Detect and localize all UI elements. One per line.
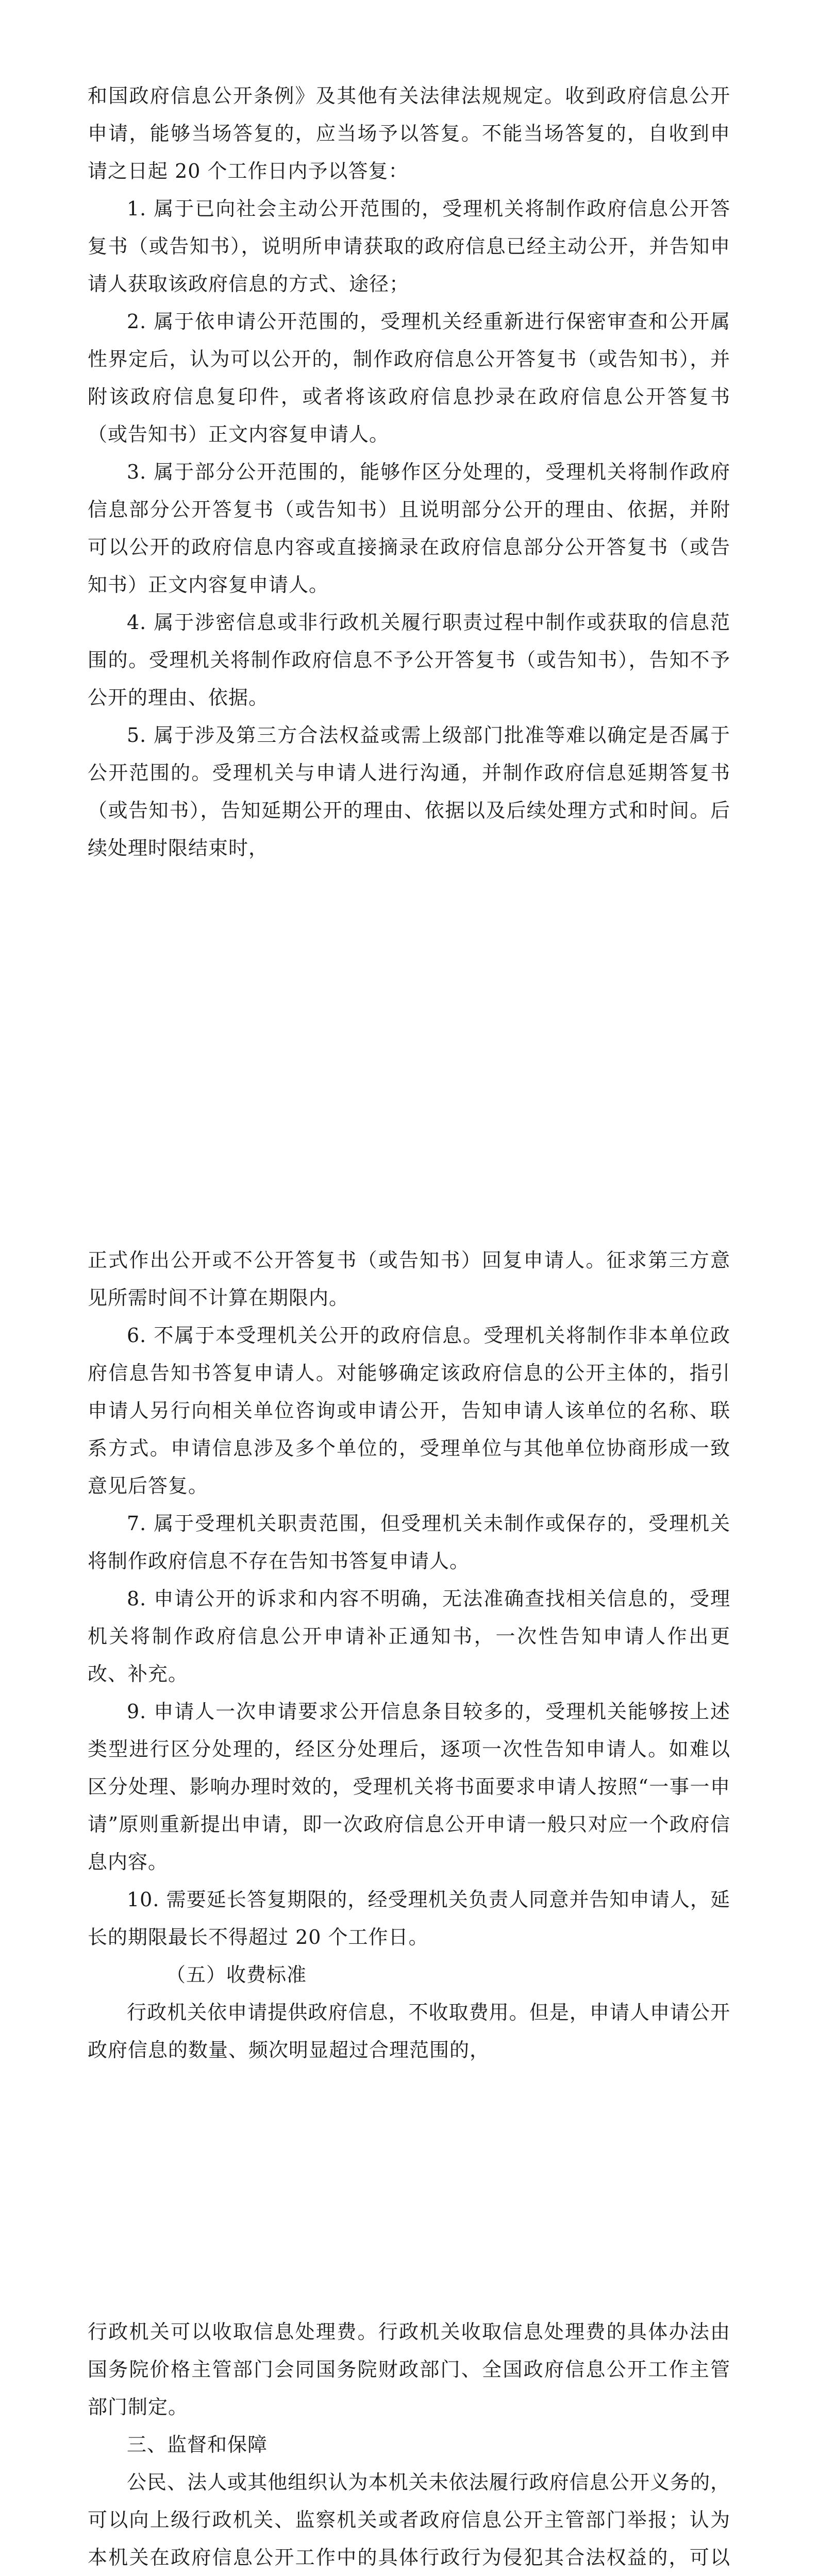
fee-continued-paragraph: 行政机关可以收取信息处理费。行政机关收取信息处理费的具体办法由国务院价格主管部门会同国务院财政部门、全国政府信息公开工作主管部门制定。 [88, 2320, 730, 2418]
supervision-paragraph: 公民、法人或其他组织认为本机关未依法履行政府信息公开义务的，可以向上级行政机关、监察机关或者政府信息公开主管部门举报；认为本机关在政府信息公开工作中的具体行政行为侵犯其合法权益的，可以 [88, 2471, 730, 2569]
continued-paragraph: 正式作出公开或不公开答复书（或告知书）回复申请人。征求第三方意见所需时间不计算在期限内。 [88, 1249, 730, 1309]
item-3-paragraph: 3. 属于部分公开范围的，能够作区分处理的，受理机关将制作政府信息部分公开答复书（或告知书）且说明部分公开的理由、依据，并附可以公开的政府信息内容或直接摘录在政府信息部分公开答复书（或告知书）正文内容复申请人。 [88, 461, 730, 596]
item-6-paragraph: 6. 不属于本受理机关公开的政府信息。受理机关将制作非本单位政府信息告知书答复申请人。对能够确定该政府信息的公开主体的，指引申请人另行向相关单位咨询或申请公开，告知申请人该单位的名称、联系方式。申请信息涉及多个单位的，受理单位与其他单位协商形成一致意见后答复。 [88, 1324, 730, 1497]
document-section-3 [88, 2313, 730, 2576]
item-8-paragraph: 8. 申请公开的诉求和内容不明确，无法准确查找相关信息的，受理机关将制作政府信息公开申请补正通知书，一次性告知申请人作出更改、补充。 [88, 1587, 730, 1685]
item-4-paragraph: 4. 属于涉密信息或非行政机关履行职责过程中制作或获取的信息范围的。受理机关将制作政府信息不予公开答复书（或告知书），告知不予公开的理由、依据。 [88, 611, 730, 709]
item-5-paragraph: 5. 属于涉及第三方合法权益或需上级部门批准等难以确定是否属于公开范围的。受理机关与申请人进行沟通，并制作政府信息延期答复书（或告知书），告知延期公开的理由、依据以及后续处理方式和时间。后续处理时限结束时， [88, 724, 730, 859]
fee-heading: （五）收费标准 [166, 1963, 307, 1986]
intro-paragraph: 和国政府信息公开条例》及其他有关法律法规规定。收到政府信息公开申请，能够当场答复的，应当场予以答复。不能当场答复的，自收到申请之日起 20 个工作日内予以答复： [88, 84, 730, 182]
fee-paragraph: 行政机关依申请提供政府信息，不收取费用。但是，申请人申请公开政府信息的数量、频次明显超过合理范围的， [88, 2001, 730, 2061]
item-10-paragraph: 10. 需要延长答复期限的，经受理机关负责人同意并告知申请人，延长的期限最长不得超过 20 个工作日。 [88, 1888, 730, 1948]
item-2-paragraph: 2. 属于依申请公开范围的，受理机关经重新进行保密审查和公开属性界定后，认为可以公开的，制作政府信息公开答复书（或告知书），并附该政府信息复印件，或者将该政府信息抄录在政府信息公开答复书（或告知书）正文内容复申请人。 [88, 310, 730, 446]
item-7-paragraph: 7. 属于受理机关职责范围，但受理机关未制作或保存的，受理机关将制作政府信息不存在告知书答复申请人。 [88, 1512, 730, 1572]
supervision-heading: 三、监督和保障 [127, 2433, 268, 2456]
document-section-2 [88, 1242, 730, 2069]
item-1-paragraph: 1. 属于已向社会主动公开范围的，受理机关将制作政府信息公开答复书（或告知书），说明所申请获取的政府信息已经主动公开，并告知申请人获取该政府信息的方式、途径； [88, 197, 730, 295]
item-9-paragraph: 9. 申请人一次申请要求公开信息条目较多的，受理机关能够按上述类型进行区分处理的，经区分处理后，逐项一次性告知申请人。如难以区分处理、影响办理时效的，受理机关将书面要求申请人按照“一事一申请”原则重新提出申请，即一次政府信息公开申请一般只对应一个政府信息内容。 [88, 1700, 730, 1873]
document-section-1 [88, 77, 730, 867]
